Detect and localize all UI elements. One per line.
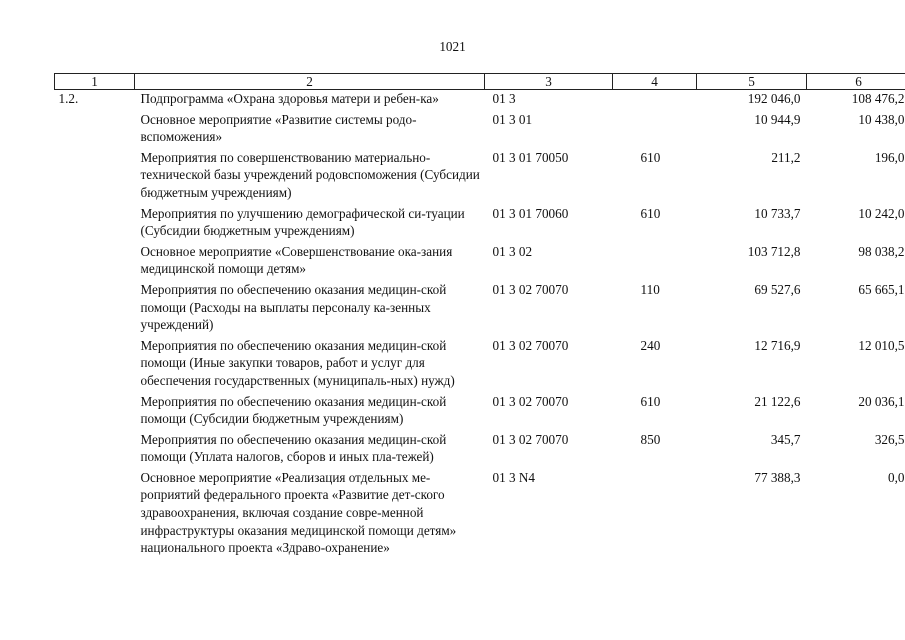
column-header-5: 5 — [697, 74, 807, 90]
row-number-cell — [55, 243, 135, 281]
page-number: 1021 — [439, 39, 466, 54]
row-code-cell: 01 3 02 70070 — [492, 337, 569, 353]
column-header-3: 3 — [485, 74, 613, 90]
row-kvr-cell: 610 — [640, 393, 661, 409]
row-name-cell: Подпрограмма «Охрана здоровья матери и ребен-ка» — [140, 91, 439, 106]
row-name-cell: Основное мероприятие «Реализация отдельных ме-роприятий федерального проекта «Развитие дет-ского здравоохранения, включая создание совре-менной инфраструктуры оказания медицинской помощи детям» национального проекта «Здраво-охранение» — [140, 469, 457, 556]
table-row — [55, 393, 905, 431]
row-number-cell — [55, 281, 135, 337]
row-kvr-cell: 610 — [640, 205, 661, 221]
table-row — [55, 149, 905, 205]
budget-table — [54, 73, 905, 560]
row-number-cell: 1.2. — [58, 91, 79, 106]
row-code-cell: 01 3 02 — [492, 243, 533, 259]
row-kvr-cell: 850 — [640, 431, 661, 447]
row-amount-6-cell: 20 036,1 — [858, 393, 905, 409]
row-kvr-cell: 110 — [640, 281, 660, 297]
row-code-cell: 01 3 02 70070 — [492, 431, 569, 447]
row-number-cell — [55, 149, 135, 205]
row-amount-5-cell: 10 733,7 — [754, 205, 801, 221]
row-amount-5-cell: 211,2 — [771, 149, 801, 165]
row-name-cell: Мероприятия по улучшению демографической си-туации (Субсидии бюджетным учреждениям) — [140, 205, 465, 239]
row-name-cell: Мероприятия по обеспечению оказания медицин-ской помощи (Уплата налогов, сборов и иных пла-тежей) — [140, 431, 447, 465]
row-code-cell: 01 3 02 70070 — [492, 393, 569, 409]
row-kvr-cell: 610 — [640, 149, 661, 165]
row-amount-5-cell: 12 716,9 — [754, 337, 801, 353]
row-code-cell: 01 3 01 70060 — [492, 205, 569, 221]
row-name-cell: Мероприятия по обеспечению оказания медицин-ской помощи (Расходы на выплаты персоналу ка-зенных учреждений) — [140, 281, 447, 333]
row-code-cell: 01 3 02 70070 — [492, 281, 569, 297]
row-amount-5-cell: 345,7 — [770, 431, 801, 447]
row-amount-6-cell: 65 665,1 — [858, 281, 905, 297]
row-amount-6-cell: 12 010,5 — [858, 337, 905, 353]
row-number-cell — [55, 205, 135, 243]
row-amount-6-cell: 98 038,2 — [858, 243, 905, 259]
row-amount-6-cell: 0,0 — [888, 469, 905, 485]
row-name-cell: Основное мероприятие «Совершенствование ока-зания медицинской помощи детям» — [140, 243, 453, 277]
table-row — [55, 431, 905, 469]
row-kvr-cell — [613, 243, 697, 281]
row-amount-5-cell: 103 712,8 — [747, 243, 801, 259]
row-kvr-cell — [613, 469, 697, 560]
table-row — [55, 337, 905, 393]
table-row — [55, 243, 905, 281]
table-row — [55, 281, 905, 337]
row-name-cell: Мероприятия по обеспечению оказания медицин-ской помощи (Иные закупки товаров, работ и услуг для обеспечения государственных (муниципаль-ных) нужд) — [140, 337, 455, 388]
row-amount-6-cell: 10 438,0 — [858, 111, 905, 127]
table-row — [55, 90, 905, 111]
table-header-row — [55, 74, 905, 90]
row-amount-5-cell: 69 527,6 — [754, 281, 801, 297]
table-body — [55, 90, 905, 560]
row-kvr-cell — [613, 90, 697, 111]
row-code-cell: 01 3 01 — [492, 111, 533, 127]
table-row — [55, 111, 905, 149]
table-row — [55, 205, 905, 243]
row-code-cell: 01 3 N4 — [492, 469, 535, 485]
column-header-4: 4 — [613, 74, 697, 90]
row-name-cell: Основное мероприятие «Развитие системы родо-вспоможения» — [140, 111, 417, 145]
column-header-1: 1 — [55, 74, 135, 90]
row-amount-6-cell: 108 476,2 — [851, 91, 905, 106]
row-number-cell — [55, 337, 135, 393]
row-number-cell — [55, 111, 135, 149]
row-number-cell — [55, 431, 135, 469]
row-number-cell — [55, 469, 135, 560]
row-amount-6-cell: 10 242,0 — [858, 205, 905, 221]
row-code-cell: 01 3 — [492, 91, 516, 106]
row-code-cell: 01 3 01 70050 — [492, 149, 569, 165]
row-name-cell: Мероприятия по совершенствованию материально-технической базы учреждений родовспоможения (Субсидии бюджетным учреждениям) — [140, 149, 480, 200]
column-header-2: 2 — [135, 74, 485, 90]
row-amount-5-cell: 10 944,9 — [754, 111, 801, 127]
row-kvr-cell: 240 — [640, 337, 661, 353]
row-number-cell — [55, 393, 135, 431]
row-amount-6-cell: 326,5 — [874, 431, 905, 447]
row-name-cell: Мероприятия по обеспечению оказания медицин-ской помощи (Субсидии бюджетным учреждениям) — [140, 393, 447, 427]
table-row — [55, 469, 905, 560]
row-amount-5-cell: 21 122,6 — [754, 393, 801, 409]
row-amount-6-cell: 196,0 — [874, 149, 905, 165]
row-kvr-cell — [613, 111, 697, 149]
row-amount-5-cell: 192 046,0 — [747, 91, 801, 106]
column-header-6: 6 — [807, 74, 905, 90]
row-amount-5-cell: 77 388,3 — [754, 469, 801, 485]
